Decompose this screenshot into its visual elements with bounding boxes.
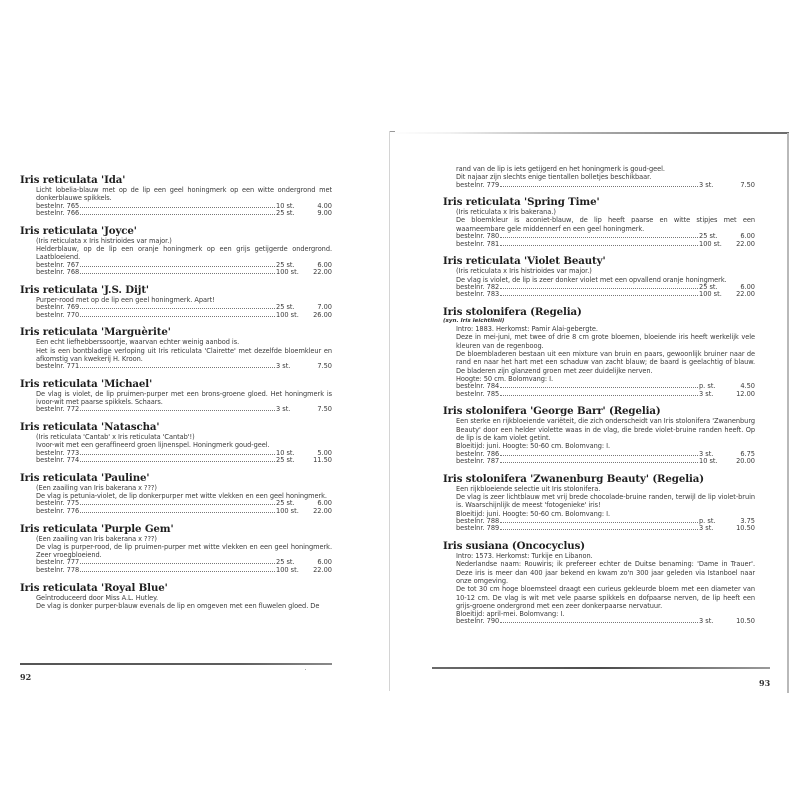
description-line: Bloeitijd: juni. Hoogte: 50-60 cm. Bolomvang: I. xyxy=(456,509,611,518)
entry-body xyxy=(36,484,332,516)
footer-rule xyxy=(20,663,332,665)
catalog-entry xyxy=(443,165,755,189)
order-price: 3.75 xyxy=(740,516,755,525)
order-number: bestelnr. 779 xyxy=(456,180,500,189)
description-line: (Iris reticulata x Iris histrioides var major.) xyxy=(36,236,172,245)
dot-leader xyxy=(80,571,275,572)
order-quantity: 3 st. xyxy=(276,362,291,371)
order-price: 9.00 xyxy=(317,209,332,218)
order-price: 6.00 xyxy=(740,232,755,241)
description-line: De bloemkleur is aconiet-blauw, de lip heeft paarse en witte stipjes met een waarneembare gele middennerf en een geel honingmerk. xyxy=(456,216,755,233)
description-line: De bloembladeren bestaan uit een mixture van bruin en paars, gewoonlijk bruiner naar de rand en naar het hart met een schaduw van zacht blauw; de baard is geelachtig of blauw. De bladeren zijn glanzend groen met zeer duidelijke nerven. xyxy=(456,349,755,375)
description-line: Intro: 1883. Herkomst: Pamir Alai-gebergte. xyxy=(456,325,598,334)
order-price: 11.50 xyxy=(313,456,332,465)
order-quantity: 25 st. xyxy=(276,303,295,312)
dot-leader xyxy=(80,273,275,274)
dot-leader xyxy=(80,454,275,455)
dot-leader xyxy=(80,207,275,208)
description-line: De tot 30 cm hoge bloemsteel draagt een curieus gekleurde bloem met een diameter van 10-12 cm. De vlag is wit met vele paarse spikkels en dofpaarse nerven, de lip heeft een grijs-groene ondergrond met een zeer donkerpaarse nervatuur. xyxy=(456,585,755,610)
description-line: Licht lobelia-blauw met op de lip een geel honingmerk op een witte ondergrond met donkerblauwe spikkels. xyxy=(36,186,332,203)
order-row xyxy=(456,291,755,299)
catalog-entry xyxy=(20,326,332,370)
order-quantity: p. st. xyxy=(699,516,716,525)
entry-body xyxy=(36,390,332,414)
order-row xyxy=(36,457,332,465)
entry-list xyxy=(20,174,332,617)
print-speck xyxy=(305,669,306,670)
entry-body xyxy=(36,296,332,319)
order-price: 7.00 xyxy=(317,303,332,312)
catalog-entry xyxy=(20,174,332,218)
dot-leader xyxy=(500,288,698,289)
description-line: Het is een bontbladige verloping uit Iris reticulata 'Clairette' met dezelfde bloemkleur en afkomstig van kwekerij H. Kroon. xyxy=(36,346,332,363)
order-number: bestelnr. 781 xyxy=(456,239,500,248)
order-row xyxy=(456,618,755,626)
catalog-entry xyxy=(443,255,755,299)
catalog-entry xyxy=(20,225,332,277)
order-number: bestelnr. 790 xyxy=(456,617,500,626)
entry-body xyxy=(36,594,332,611)
order-quantity: 25 st. xyxy=(699,282,718,291)
entry-list xyxy=(443,165,755,633)
entry-title: Iris stolonifera 'Zwanenburg Beauty' (Regelia) xyxy=(443,472,704,485)
order-row xyxy=(456,182,755,190)
catalog-entry xyxy=(443,540,755,626)
dot-leader xyxy=(80,367,275,368)
page-border-top xyxy=(389,132,789,134)
order-quantity: 25 st. xyxy=(276,209,295,218)
order-price: 7.50 xyxy=(317,362,332,371)
catalog-entry xyxy=(20,582,332,611)
dot-leader xyxy=(80,461,275,462)
description-line: (Een zaailing van Iris bakerana x ???) xyxy=(36,534,157,543)
order-price: 22.00 xyxy=(736,239,755,248)
entry-title: Iris reticulata 'J.S. Dijt' xyxy=(20,283,149,296)
order-quantity: 10 st. xyxy=(699,457,718,466)
dot-leader xyxy=(500,237,698,238)
order-number: bestelnr. 771 xyxy=(36,362,80,371)
order-price: 22.00 xyxy=(313,506,332,515)
order-row xyxy=(456,525,755,533)
dot-leader xyxy=(500,522,698,523)
order-number: bestelnr. 773 xyxy=(36,448,80,457)
order-quantity: 3 st. xyxy=(699,180,714,189)
dot-leader xyxy=(500,462,698,463)
dot-leader xyxy=(80,316,275,317)
catalog-page-right xyxy=(389,0,800,800)
dot-leader xyxy=(80,410,275,411)
dot-leader xyxy=(500,295,698,296)
order-quantity: 25 st. xyxy=(276,456,295,465)
dot-leader xyxy=(500,455,698,456)
order-row xyxy=(36,406,332,414)
description-line: Purper-rood met op de lip een geel honingmerk. Apart! xyxy=(36,295,215,304)
order-row xyxy=(456,241,755,249)
entry-body xyxy=(36,338,332,370)
description-line: Ivoor-wit met een geraffineerd groen lijnenspel. Honingmerk goud-geel. xyxy=(36,441,270,450)
dot-leader xyxy=(500,245,698,246)
order-quantity: 100 st. xyxy=(276,268,299,277)
order-number: bestelnr. 772 xyxy=(36,405,80,414)
page-border-right xyxy=(787,133,789,693)
catalog-entry xyxy=(20,472,332,516)
order-row xyxy=(36,567,332,575)
order-number: bestelnr. 784 xyxy=(456,382,500,391)
page-number: 93 xyxy=(759,678,771,688)
description-line: (Iris reticulata x Iris histrioides var major.) xyxy=(456,267,592,276)
order-price: 7.50 xyxy=(740,180,755,189)
footer-rule xyxy=(432,667,770,669)
catalog-entry xyxy=(20,378,332,414)
order-number: bestelnr. 776 xyxy=(36,506,80,515)
order-price: 6.00 xyxy=(317,260,332,269)
order-price: 26.00 xyxy=(313,310,332,319)
order-price: 10.50 xyxy=(736,617,755,626)
entry-title: Iris reticulata 'Spring Time' xyxy=(443,196,600,209)
description-line: (Iris reticulata x Iris bakerana.) xyxy=(456,208,556,217)
order-number: bestelnr. 770 xyxy=(36,310,80,319)
catalog-entry xyxy=(443,473,755,533)
order-number: bestelnr. 778 xyxy=(36,566,80,575)
order-quantity: 3 st. xyxy=(699,617,714,626)
description-line: De vlag is donker purper-blauw evenals de lip en omgeven met een fluwelen gloed. De xyxy=(36,601,320,610)
description-line: Hoogte: 50 cm. Bolomvang: I. xyxy=(456,374,554,383)
order-number: bestelnr. 774 xyxy=(36,456,80,465)
order-price: 7.50 xyxy=(317,405,332,414)
order-quantity: 100 st. xyxy=(699,290,722,299)
order-price: 4.50 xyxy=(740,382,755,391)
order-number: bestelnr. 775 xyxy=(36,499,80,508)
dot-leader xyxy=(80,308,275,309)
description-line: (Een zaailing van Iris bakerana x ???) xyxy=(36,483,157,492)
catalog-entry xyxy=(20,523,332,575)
order-row xyxy=(456,458,755,466)
order-price: 6.00 xyxy=(740,282,755,291)
entry-body xyxy=(456,165,755,189)
entry-title: Iris reticulata 'Pauline' xyxy=(20,471,150,484)
order-row xyxy=(36,312,332,320)
order-row xyxy=(36,210,332,218)
order-quantity: 3 st. xyxy=(276,405,291,414)
description-line: Een echt liefhebberssoortje, waarvan echter weinig aanbod is. xyxy=(36,338,240,347)
description-line: Dit najaar zijn slechts enige tientallen bolletjes beschikbaar. xyxy=(456,173,652,182)
description-line: Een sterke en rijkbloeiende variëteit, die zich onderscheidt van Iris stolonifera 'Zwanenburg Beauty' door een helder violette waas in de vlag, die brede violet-bruine randen heeft. Op de lip is de kam violet getint. xyxy=(456,417,755,442)
order-price: 22.00 xyxy=(313,268,332,277)
order-quantity: 100 st. xyxy=(276,566,299,575)
catalog-entry xyxy=(443,306,755,398)
order-price: 22.00 xyxy=(736,290,755,299)
entry-body xyxy=(456,552,755,626)
catalog-entry xyxy=(443,405,755,465)
entry-title: Iris reticulata 'Royal Blue' xyxy=(20,581,168,594)
dot-leader xyxy=(80,266,275,267)
entry-title: Iris stolonifera 'George Barr' (Regelia) xyxy=(443,405,661,418)
order-quantity: 25 st. xyxy=(699,232,718,241)
order-number: bestelnr. 766 xyxy=(36,209,80,218)
order-price: 6.00 xyxy=(317,558,332,567)
order-quantity: 3 st. xyxy=(699,449,714,458)
entry-title: Iris reticulata 'Purple Gem' xyxy=(20,522,174,535)
order-price: 6.75 xyxy=(740,449,755,458)
order-quantity: 25 st. xyxy=(276,260,295,269)
order-number: bestelnr. 787 xyxy=(456,457,500,466)
description-line: Een rijkbloeiende selectie uit Iris stolonifera. xyxy=(456,484,601,493)
dot-leader xyxy=(80,214,275,215)
entry-body xyxy=(36,535,332,575)
dot-leader xyxy=(500,622,698,623)
entry-title: Iris reticulata 'Natascha' xyxy=(20,421,160,434)
entry-body xyxy=(456,208,755,248)
description-line: De vlag is purper-rood, de lip pruimen-purper met witte vlekken en een geel honingmerk. Zeer vroegbloeiend. xyxy=(36,542,332,560)
catalog-page-left xyxy=(0,0,390,800)
entry-title: Iris reticulata 'Michael' xyxy=(20,377,153,390)
order-number: bestelnr. 785 xyxy=(456,389,500,398)
description-line: Geïntroduceerd door Miss A.L. Hutley. xyxy=(36,593,159,602)
order-quantity: 3 st. xyxy=(699,524,714,533)
order-number: bestelnr. 767 xyxy=(36,260,80,269)
catalog-entry xyxy=(20,421,332,465)
order-price: 5.00 xyxy=(317,448,332,457)
order-price: 12.00 xyxy=(736,389,755,398)
dot-leader xyxy=(500,395,698,396)
entry-title: Iris reticulata 'Joyce' xyxy=(20,224,137,237)
page-border-left xyxy=(389,131,390,691)
entry-body xyxy=(36,186,332,218)
description-line: (Iris reticulata 'Cantab' x Iris reticulata 'Cantab'!) xyxy=(36,433,195,442)
entry-synonym: (syn. Iris leichtlinii) xyxy=(443,318,505,325)
description-line: Deze in mei-juni, met twee of drie 8 cm grote bloemen, bloeiende iris heeft werkelijk vele kleuren van de regenboog. xyxy=(456,333,755,350)
order-price: 20.00 xyxy=(736,457,755,466)
dot-leader xyxy=(80,504,275,505)
entry-body xyxy=(456,417,755,465)
entry-title: Iris susiana (Oncocyclus) xyxy=(443,540,585,553)
dot-leader xyxy=(500,387,698,388)
order-number: bestelnr. 789 xyxy=(456,524,500,533)
order-price: 10.50 xyxy=(736,524,755,533)
entry-body xyxy=(36,433,332,465)
entry-title: Iris reticulata 'Violet Beauty' xyxy=(443,255,606,268)
dot-leader xyxy=(80,563,275,564)
order-quantity: 10 st. xyxy=(276,201,295,210)
order-quantity: 25 st. xyxy=(276,499,295,508)
dot-leader xyxy=(80,512,275,513)
description-line: De vlag is violet, de lip pruimen-purper met een brons-groene gloed. Het honingmerk is ivoor-wit met paarse spikkels. Schaars. xyxy=(36,389,332,407)
order-price: 6.00 xyxy=(317,499,332,508)
order-price: 22.00 xyxy=(313,566,332,575)
order-price: 4.00 xyxy=(317,201,332,210)
dot-leader xyxy=(500,529,698,530)
order-row xyxy=(36,508,332,516)
description-line: De vlag is petunia-violet, de lip donkerpurper met witte vlekken en een geel honingmerk. xyxy=(36,492,327,501)
entry-title: Iris stolonifera (Regelia) xyxy=(443,306,582,319)
order-number: bestelnr. 765 xyxy=(36,201,80,210)
order-number: bestelnr. 783 xyxy=(456,290,500,299)
order-quantity: 25 st. xyxy=(276,558,295,567)
order-number: bestelnr. 786 xyxy=(456,449,500,458)
description-line: Nederlandse naam: Rouwiris; ik prefereer echter de Duitse benaming: 'Dame in Trauer'. Deze iris is meer dan 400 jaar bekend en kwam zo'n 300 jaar geleden via Istanboel naar onze omgeving. xyxy=(456,560,755,585)
description-line: De vlag is zeer lichtblauw met vrij brede chocolade-bruine randen, terwijl de lip violet-bruin is. Waarschijnlijk de meest 'fotogenieke' iris! xyxy=(456,492,755,510)
order-row xyxy=(456,391,755,399)
description-line: Bloeitijd: juni. Hoogte: 50-60 cm. Bolomvang: I. xyxy=(456,442,611,451)
description-line: rand van de lip is iets getijgerd en het honingmerk is goud-geel. xyxy=(456,165,665,173)
entry-body xyxy=(456,267,755,299)
order-row xyxy=(36,269,332,277)
order-number: bestelnr. 788 xyxy=(456,516,500,525)
entry-body xyxy=(36,237,332,277)
order-quantity: 100 st. xyxy=(276,310,299,319)
order-quantity: 100 st. xyxy=(699,239,722,248)
order-quantity: p. st. xyxy=(699,382,716,391)
order-number: bestelnr. 768 xyxy=(36,268,80,277)
order-number: bestelnr. 769 xyxy=(36,303,80,312)
description-line: Intro: 1573. Herkomst: Turkije en Libanon. xyxy=(456,552,593,561)
order-quantity: 100 st. xyxy=(276,506,299,515)
entry-body xyxy=(456,485,755,533)
description-line: Bloeitijd: april-mei. Bolomvang: I. xyxy=(456,610,565,619)
order-quantity: 3 st. xyxy=(699,389,714,398)
entry-body xyxy=(456,325,755,398)
order-row xyxy=(36,363,332,371)
entry-title: Iris reticulata 'Ida' xyxy=(20,174,126,186)
description-line: Helderblauw, op de lip een oranje honingmerk op een grijs getijgerde ondergrond. Laatbloeiend. xyxy=(36,245,332,262)
order-quantity: 10 st. xyxy=(276,448,295,457)
entry-title: Iris reticulata 'Marguèrite' xyxy=(20,326,171,339)
catalog-entry xyxy=(443,196,755,248)
order-number: bestelnr. 777 xyxy=(36,558,80,567)
order-number: bestelnr. 782 xyxy=(456,282,500,291)
description-line: De vlag is violet, de lip is zeer donker violet met een opvallend oranje honingmerk. xyxy=(456,275,727,284)
catalog-entry xyxy=(20,284,332,319)
order-number: bestelnr. 780 xyxy=(456,232,500,241)
page-number: 92 xyxy=(20,672,32,682)
dot-leader xyxy=(500,186,698,187)
